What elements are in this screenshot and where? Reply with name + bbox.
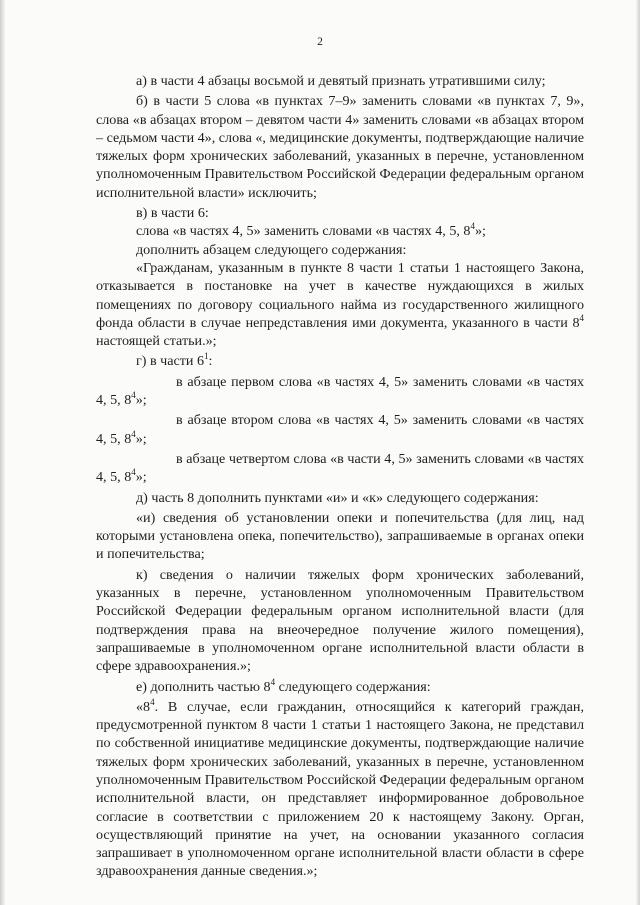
paragraph-g-second: в абзаце втором слова «в частях 4, 5» заменить словами «в частях 4, 5, $8^4$»; [96, 412, 584, 447]
paragraph-e: е) дополнить частью $8^4$ следующего содержания: [136, 676, 431, 695]
paragraph-a: а) в части 4 абзацы восьмой и девятый признать утратившими силу; [136, 73, 546, 89]
paragraph-v-quote: «Гражданам, указанным в пункте 8 части 1 статьи 1 настоящего Закона, отказывается в постановке на учет в качестве нуждающихся в жилых помещениях по договору социального найма из государственного жилищного фонда области в случае непредставления ими документа, указанного в части $8^4$ настоящей статьи.»; [96, 259, 584, 350]
paragraph-d: д) часть 8 дополнить пунктами «и» и «к» следующего содержания: [136, 489, 539, 506]
paragraph-g: г) в части $6^1$: [136, 351, 213, 370]
paragraph-g-fourth: в абзаце четвертом слова «в части 4, 5» заменить словами «в частях 4, 5, $8^4$»; [96, 450, 584, 486]
scan-edge-right [636, 0, 640, 905]
page-number: 2 [317, 36, 323, 48]
paragraph-b: б) в части 5 слова «в пунктах 7–9» заменить словами «в пунктах 7, 9», слова «в абзацах втором – девятом части 4» заменить словами «в абзацах втором – седьмом части 4», слова «, медицинские документы, подтверждающие наличие тяжелых форм хронических заболеваний, указанных в перечне, установленном уполномоченным Правительством Российской Федерации федеральным органом исполнительной власти» исключить; [96, 93, 584, 201]
paragraph-v-words: слова «в частях 4, 5» заменить словами «в частях 4, 5, $8^4$»; [136, 221, 486, 240]
paragraph-v-add: дополнить абзацем следующего содержания: [136, 241, 407, 258]
paragraph-d-i: «и) сведения об установлении опеки и попечительства (для лиц, над которыми установлена опека, попечительство), запрашиваемые в органах опеки и попечительства; [96, 509, 584, 563]
paragraph-e-quote: «$8^4$. В случае, если гражданин, относящийся к категорий граждан, предусмотренной пунктом 8 части 1 статьи 1 настоящего Закона, не представил по собственной инициативе медицинские документы, подтверждающие наличие тяжелых форм хронических заболеваний, указанных в перечне, установленном уполномоченным Правительством Российской Федерации федеральным органом исполнительной власти, он представляет информированное добровольное согласие в соответствии с приложением 20 к настоящему Закону. Орган, осуществляющий принятие на учет, на основании указанного согласия запрашивает в уполномоченном органе исполнительной власти области в сфере здравоохранения данные сведения.»; [96, 696, 584, 880]
paragraph-v: в) в части 6: [136, 205, 209, 222]
document-body [96, 72, 584, 881]
paragraph-d-k: к) сведения о наличии тяжелых форм хронических заболеваний, указанных в перечне, установленном уполномоченным Правительством Российской Федерации федеральным органом исполнительной власти (для подтверждения права на внеочередное получение жилого помещения), запрашиваемые в уполномоченном органе исполнительной власти области в сфере здравоохранения.»; [96, 566, 584, 675]
paragraph-g-first: в абзаце первом слова «в частях 4, 5» заменить словами «в частях 4, 5, $8^4$»; [96, 373, 584, 409]
scan-edge-left [0, 0, 5, 905]
